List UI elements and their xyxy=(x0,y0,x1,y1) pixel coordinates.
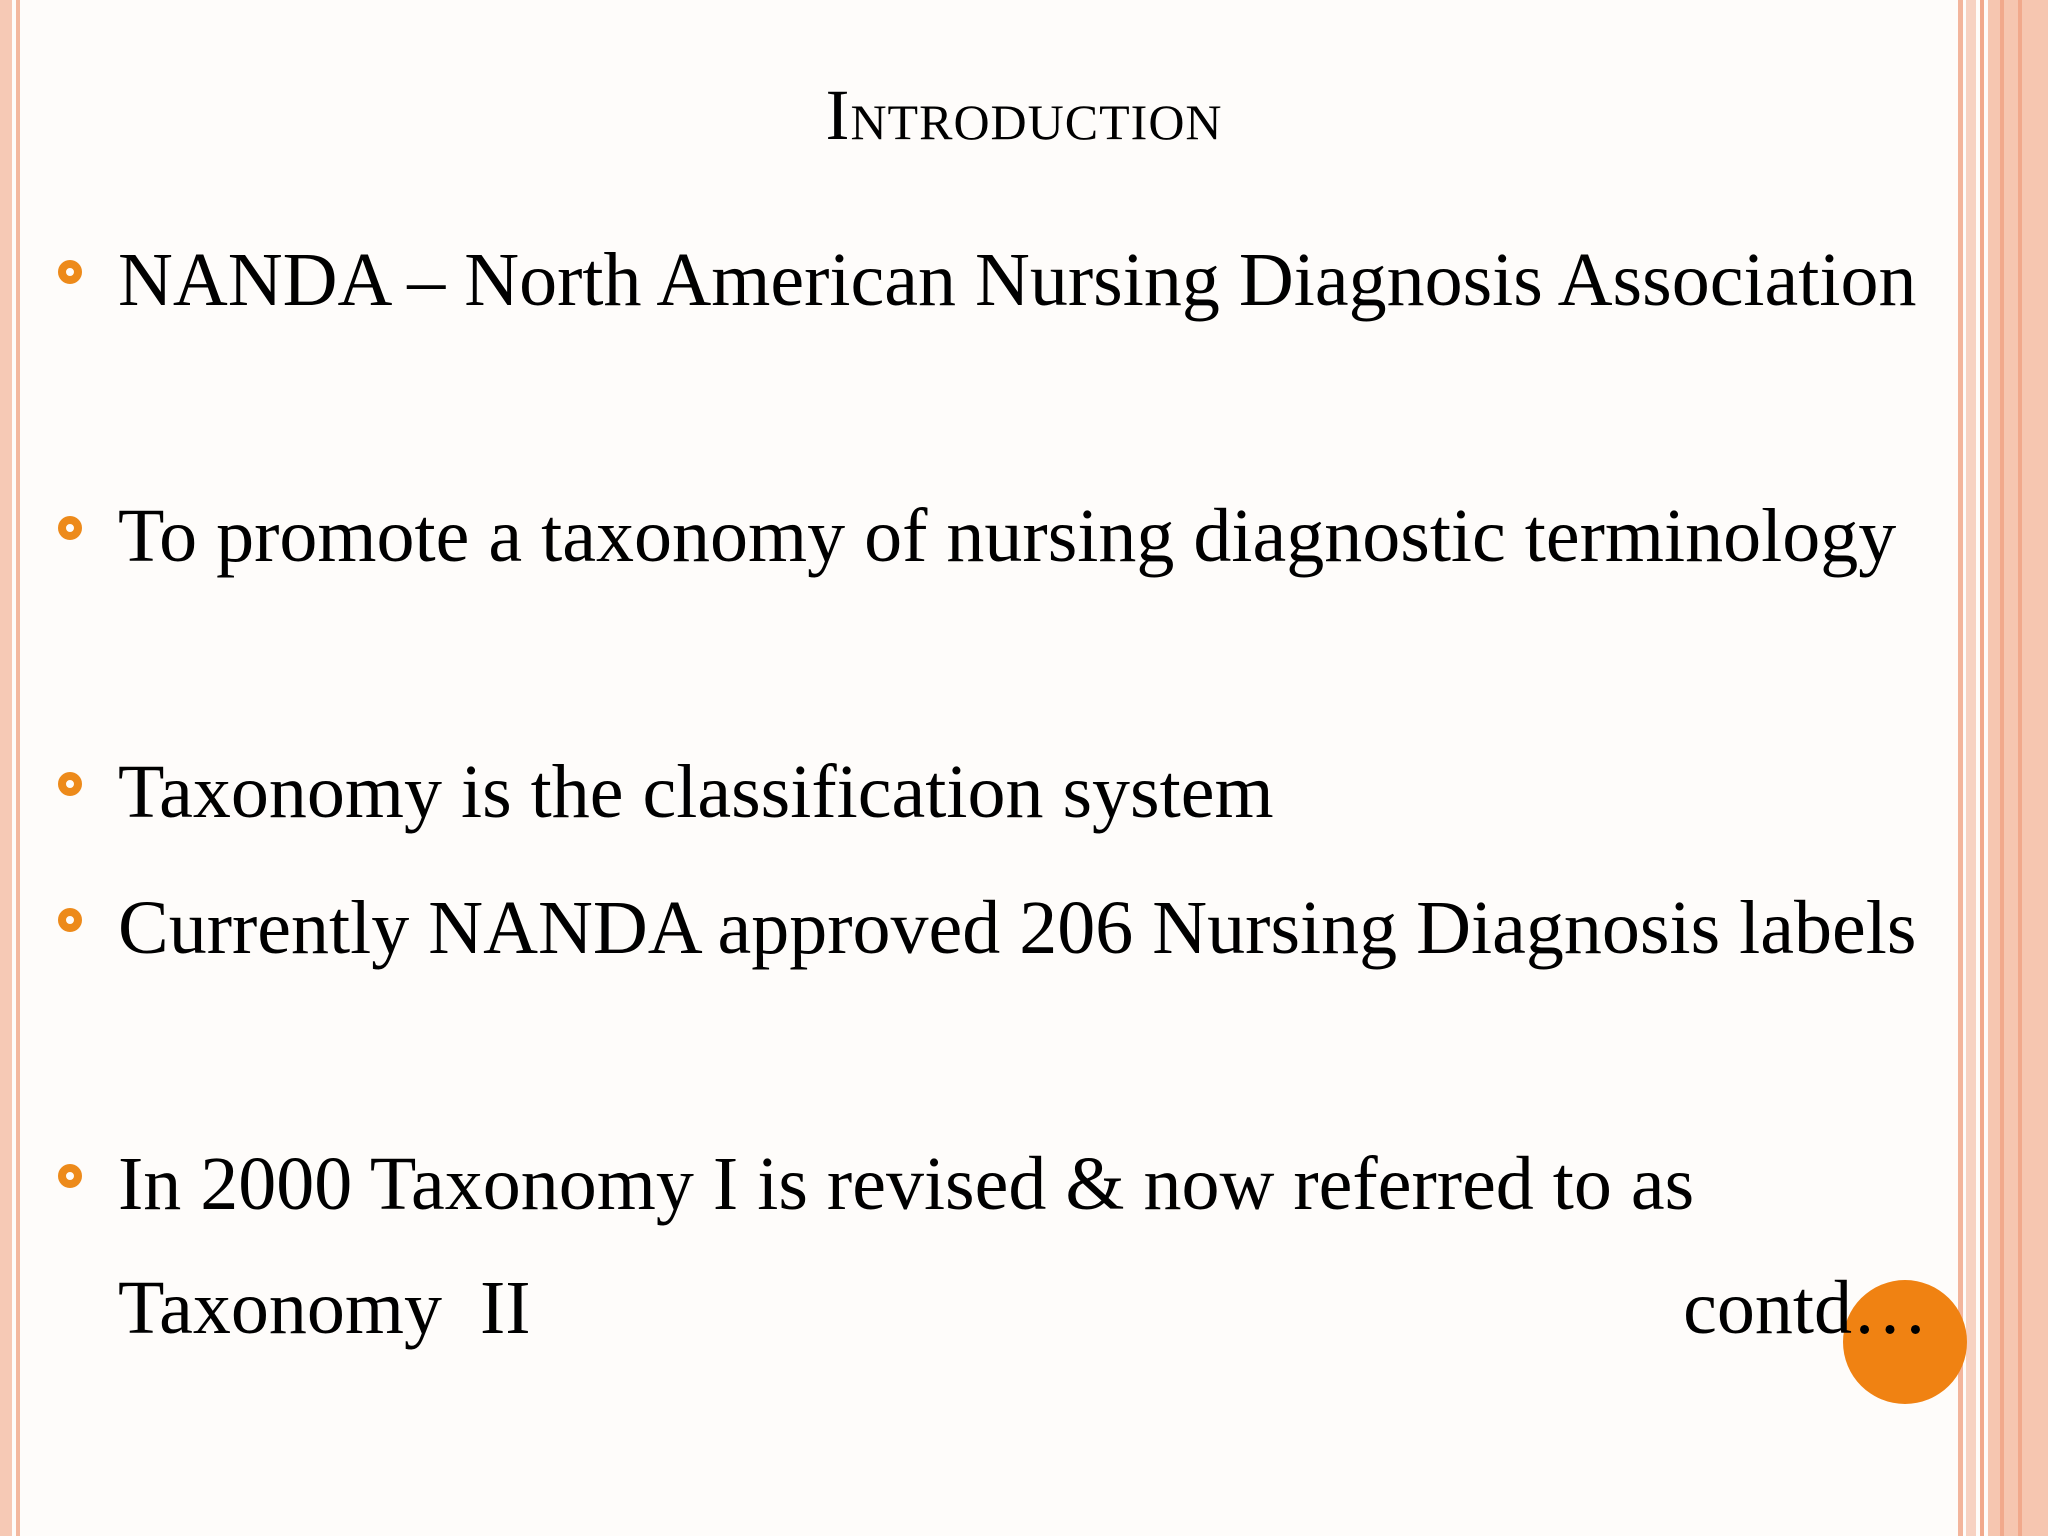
bullet-text: In 2000 Taxonomy I is revised & now referred to as xyxy=(118,1142,1695,1226)
orange-ring-bullet-icon xyxy=(58,1164,82,1188)
bullet-text: To promote a taxonomy of nursing diagnostic terminology xyxy=(118,494,1897,578)
slide-title: Introduction xyxy=(825,75,1223,155)
bullet-item xyxy=(58,730,1928,854)
orange-ring-bullet-icon xyxy=(58,516,82,540)
contd-label: contd… xyxy=(1683,1266,1928,1350)
orange-ring-bullet-icon xyxy=(58,772,82,796)
bullet-text: NANDA – North American Nursing Diagnosis Association xyxy=(118,238,1917,322)
continuation-text: Taxonomy II xyxy=(118,1266,531,1350)
bullet-item xyxy=(58,218,1928,342)
right-border-line-5 xyxy=(2000,0,2004,1536)
left-border-stripe xyxy=(0,0,12,1536)
right-border-line-6 xyxy=(2018,0,2022,1536)
right-border-stripe-2 xyxy=(1966,0,1976,1536)
bullet-item xyxy=(58,474,1928,598)
contd-label-wrapper xyxy=(1683,1246,1928,1370)
left-border-line xyxy=(16,0,20,1536)
orange-ring-bullet-icon xyxy=(58,260,82,284)
orange-ring-bullet-icon xyxy=(58,908,82,932)
right-border-line-3 xyxy=(1980,0,1984,1536)
bullet-item xyxy=(58,1122,1928,1246)
bullet-text: Taxonomy is the classification system xyxy=(118,750,1274,834)
right-border-line-1 xyxy=(1958,0,1963,1536)
bullet-continuation-line xyxy=(118,1246,1928,1370)
bullet-item xyxy=(58,866,1928,990)
bullet-text: Currently NANDA approved 206 Nursing Diagnosis labels xyxy=(118,886,1917,970)
